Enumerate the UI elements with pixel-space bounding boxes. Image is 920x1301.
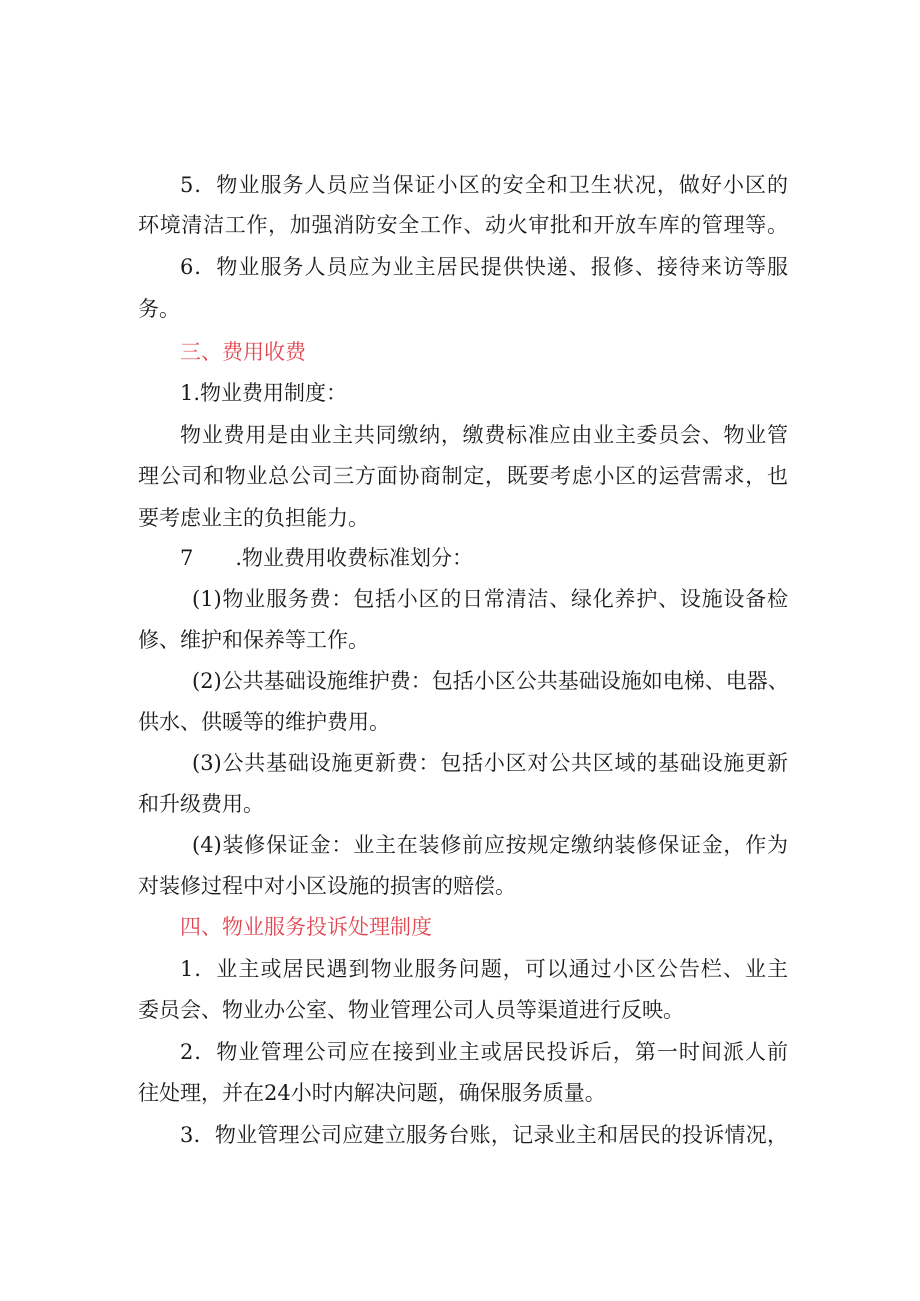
paragraph-line: 环境清洁工作，加强消防安全工作、动火审批和开放车库的管理等。 [138,213,788,237]
paragraph-line: 5．物业服务人员应当保证小区的安全和卫生状况，做好小区的 [180,173,788,197]
paragraph-line: 7 .物业费用收费标准划分： [180,546,474,570]
paragraph-line: 要考虑业主的负担能力。 [138,506,369,530]
paragraph-line: 往处理，并在24小时内解决问题，确保服务质量。 [138,1081,606,1105]
paragraph-line: 供水、供暖等的维护费用。 [138,710,390,734]
paragraph-line: (1)物业服务费：包括小区的日常清洁、绿化养护、设施设备检 [192,587,788,611]
paragraph-line: 修、维护和保养等工作。 [138,628,369,652]
paragraph-line: (4)装修保证金：业主在装修前应按规定缴纳装修保证金，作为 [192,833,788,857]
paragraph-line: 1.物业费用制度： [180,381,348,405]
paragraph-line: 1．业主或居民遇到物业服务问题，可以通过小区公告栏、业主 [180,957,788,981]
paragraph-line: (3)公共基础设施更新费：包括小区对公共区域的基础设施更新 [192,751,788,775]
section-heading: 四、物业服务投诉处理制度 [180,915,432,939]
section-heading: 三、费用收费 [180,340,306,364]
paragraph-line: 3．物业管理公司应建立服务台账，记录业主和居民的投诉情况， [180,1123,788,1147]
paragraph-line: 务。 [138,297,180,321]
paragraph-line: 委员会、物业办公室、物业管理公司人员等渠道进行反映。 [138,998,684,1022]
paragraph-line: (2)公共基础设施维护费：包括小区公共基础设施如电梯、电器、 [192,669,789,693]
paragraph-line: 6．物业服务人员应为业主居民提供快递、报修、接待来访等服 [180,255,788,279]
paragraph-line: 物业费用是由业主共同缴纳，缴费标准应由业主委员会、物业管 [180,423,788,447]
paragraph-line: 2．物业管理公司应在接到业主或居民投诉后，第一时间派人前 [180,1040,788,1064]
paragraph-line: 对装修过程中对小区设施的损害的赔偿。 [138,874,516,898]
paragraph-line: 理公司和物业总公司三方面协商制定，既要考虑小区的运营需求，也 [138,464,788,488]
paragraph-line: 和升级费用。 [138,792,264,816]
